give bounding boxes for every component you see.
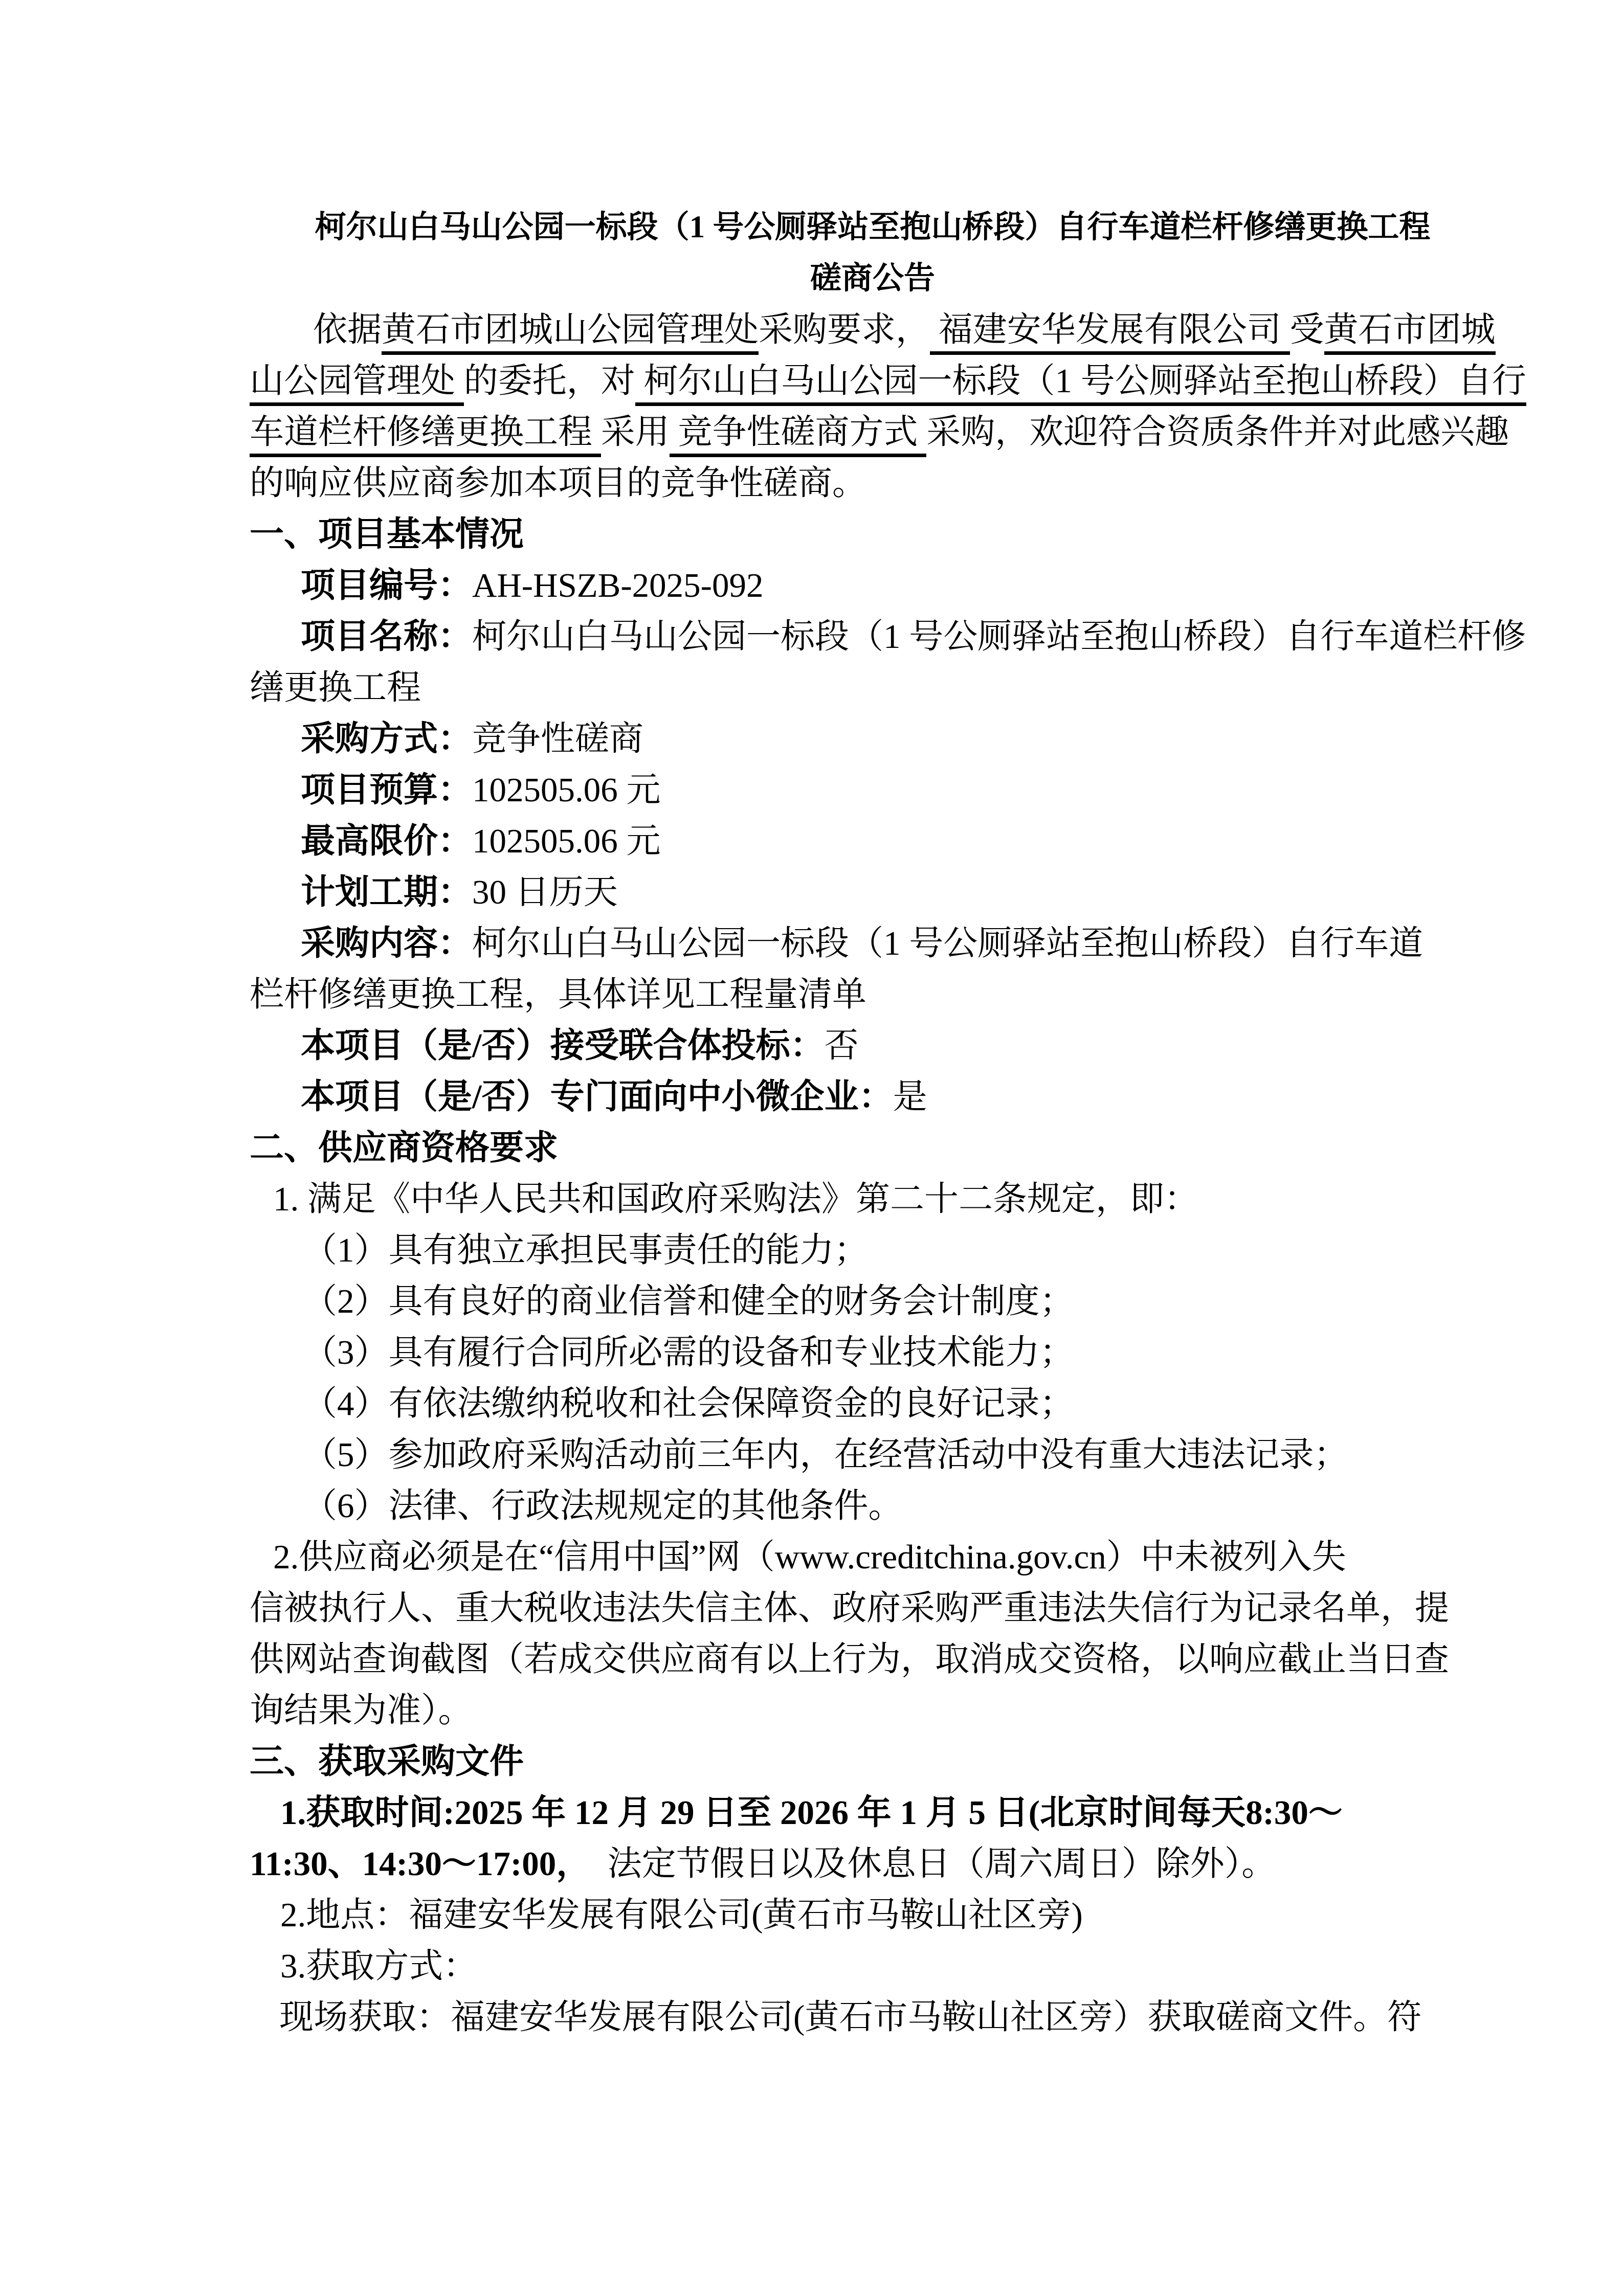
purchase-method-label: 采购方式： xyxy=(301,720,472,758)
obtain-time-line-2 xyxy=(250,1838,1496,1889)
joint-bid-label: 本项目（是/否）接受联合体投标： xyxy=(301,1027,825,1065)
obtain-time-regular-run: 法定节假日以及休息日（周六周日）除外）。 xyxy=(590,1845,1276,1883)
purchase-content-line-1 xyxy=(250,918,1496,969)
underlined-procurement-method: 竞争性磋商方式 xyxy=(670,413,927,457)
qualification-item-2-line-4: 询结果为准）。 xyxy=(250,1692,473,1729)
qualification-sub-6: （6）法律、行政法规规定的其他条件。 xyxy=(303,1487,903,1525)
text-run: 受 xyxy=(1289,311,1324,349)
purchase-content-value: 柯尔山白马山公园一标段（1 号公厕驿站至抱山桥段）自行车道 xyxy=(472,925,1423,962)
obtain-time-line-1: 1.获取时间:2025 年 12 月 29 日至 2026 年 1 月 5 日(北京时间每天8:30～ xyxy=(280,1794,1343,1832)
section-1-heading: 一、项目基本情况 xyxy=(250,515,524,553)
joint-bid-line xyxy=(250,1020,1496,1071)
project-name-value: 柯尔山白马山公园一标段（1 号公厕驿站至抱山桥段）自行车道栏杆修 xyxy=(472,618,1526,656)
sme-line xyxy=(250,1071,1496,1122)
obtain-place-line: 2.地点：福建安华发展有限公司(黄石市马鞍山社区旁) xyxy=(280,1896,1083,1934)
text-run: 的委托，对 xyxy=(463,362,635,400)
qualification-sub-3: （3）具有履行合同所必需的设备和专业技术能力； xyxy=(303,1334,1074,1371)
text-run: 采购，欢迎符合资质条件并对此感兴趣 xyxy=(926,413,1509,451)
obtain-time-bold-run: 11:30、14:30～17:00， xyxy=(250,1845,591,1883)
intro-paragraph-line-1 xyxy=(250,304,1496,355)
project-name-line-2: 缮更换工程 xyxy=(250,669,421,707)
project-budget-line xyxy=(250,764,1496,816)
underlined-purchaser-name-wrap: 黄石市团城 xyxy=(1324,311,1496,355)
underlined-purchaser-name-cont: 山公园管理处 xyxy=(250,362,464,406)
construction-period-line xyxy=(250,867,1496,918)
intro-paragraph-line-4: 的响应供应商参加本项目的竞争性磋商。 xyxy=(250,464,866,502)
intro-paragraph-line-2 xyxy=(250,355,1526,407)
construction-period-value: 30 日历天 xyxy=(472,873,618,911)
text-run: 采用 xyxy=(600,413,670,451)
underlined-purchaser-name: 黄石市团城山公园管理处 xyxy=(382,311,759,355)
section-3-heading: 三、获取采购文件 xyxy=(250,1743,524,1781)
project-name-label: 项目名称： xyxy=(301,618,472,656)
underlined-agency-name: 福建安华发展有限公司 xyxy=(930,311,1290,355)
qualification-sub-4: （4）有依法缴纳税收和社会保障资金的良好记录； xyxy=(303,1385,1074,1423)
project-budget-label: 项目预算： xyxy=(301,771,472,809)
purchase-content-line-2: 栏杆修缮更换工程，具体详见工程量清单 xyxy=(250,976,866,1014)
text-run: 依据 xyxy=(313,311,382,349)
intro-paragraph-line-3 xyxy=(250,407,1509,458)
section-2-heading: 二、供应商资格要求 xyxy=(250,1129,558,1167)
purchase-method-line xyxy=(250,713,1496,764)
underlined-project-name: 柯尔山白马山公园一标段（1 号公厕驿站至抱山桥段）自行 xyxy=(635,362,1526,406)
qualification-sub-1: （1）具有独立承担民事责任的能力； xyxy=(303,1231,869,1269)
obtain-way-line: 3.获取方式： xyxy=(280,1947,478,1985)
max-price-value: 102505.06 元 xyxy=(472,822,661,860)
sme-value: 是 xyxy=(893,1078,927,1116)
project-number-value: AH-HSZB-2025-092 xyxy=(472,567,764,604)
qualification-item-2-line-2: 信被执行人、重大税收违法失信主体、政府采购严重违法失信行为记录名单，提 xyxy=(250,1589,1449,1627)
qualification-sub-2: （2）具有良好的商业信誉和健全的财务会计制度； xyxy=(303,1282,1074,1320)
doc-title-line-1: 柯尔山白马山公园一标段（1 号公厕驿站至抱山桥段）自行车道栏杆修缮更换工程 xyxy=(315,210,1431,244)
project-budget-value: 102505.06 元 xyxy=(472,771,661,809)
text-run: 采购要求， xyxy=(759,311,930,349)
purchase-method-value: 竞争性磋商 xyxy=(472,720,643,758)
qualification-sub-5: （5）参加政府采购活动前三年内，在经营活动中没有重大违法记录； xyxy=(303,1436,1348,1474)
qualification-item-2-line-3: 供网站查询截图（若成交供应商有以上行为，取消成交资格，以响应截止当日查 xyxy=(250,1640,1449,1678)
onsite-obtain-line: 现场获取：福建安华发展有限公司(黄石市马鞍山社区旁）获取磋商文件。符 xyxy=(279,1998,1422,2036)
construction-period-label: 计划工期： xyxy=(301,873,472,911)
project-number-line xyxy=(250,560,1496,611)
max-price-line xyxy=(250,816,1496,867)
doc-title-line-2: 磋商公告 xyxy=(810,261,935,296)
qualification-item-2-line-1: 2.供应商必须是在“信用中国”网（www.creditchina.gov.cn）中未被列入失 xyxy=(273,1538,1346,1576)
underlined-project-name-cont: 车道栏杆修缮更换工程 xyxy=(250,413,601,457)
sme-label: 本项目（是/否）专门面向中小微企业： xyxy=(301,1078,893,1116)
joint-bid-value: 否 xyxy=(824,1027,859,1065)
project-number-label: 项目编号： xyxy=(301,567,472,604)
purchase-content-label: 采购内容： xyxy=(301,925,472,962)
project-name-line-1 xyxy=(250,611,1526,662)
max-price-label: 最高限价： xyxy=(301,822,472,860)
qualification-item-1: 1. 满足《中华人民共和国政府采购法》第二十二条规定，即： xyxy=(273,1180,1198,1218)
